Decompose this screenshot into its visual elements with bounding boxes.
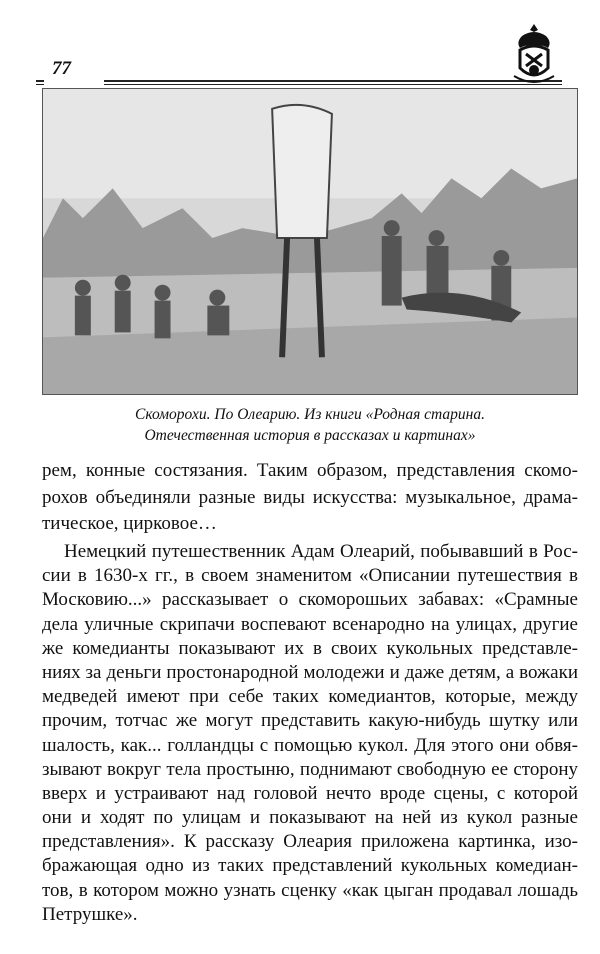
paragraph-1	[42, 458, 578, 538]
page-number: 77	[52, 58, 71, 79]
illustration-caption	[42, 404, 578, 446]
text-line: прочим, тотчас же могут представить какую-нибудь шутку или	[42, 710, 578, 732]
engraving-illustration	[42, 88, 578, 395]
caption-line: Скоморохи. По Олеарию. Из книги «Родная старина.	[135, 406, 485, 423]
text-line: представления». К рассказу Олеария приложена картинка, изо-	[42, 831, 578, 853]
text-line: Петрушке».	[42, 903, 138, 925]
header-rule	[36, 80, 562, 82]
text-line: сии в 1630-х гг., в своем знаменитом «Описании путешествия в	[42, 565, 578, 587]
text-line: дела уличные скрипачи воспевают всенародно на улицах, другие	[42, 613, 578, 635]
text-line: рем, конные состязания. Таким образом, представления скомо-	[42, 460, 578, 481]
text-line: Немецкий путешественник Адам Олеарий, побывавший в Рос-	[64, 541, 578, 562]
text-line: тов, в котором можно узнать сценку «как цыган продавал лошадь	[42, 879, 578, 901]
text-line: Московию...» рассказывает о скоморошьих забавах: «Срамные	[42, 589, 578, 611]
paragraph-2	[42, 540, 578, 927]
text-line: зывают вокруг тела простыню, поднимают свободную ее сторону	[42, 758, 578, 780]
ornament-emblem-icon	[508, 22, 560, 86]
text-line: шалость, как... голландцы с помощью кукол. Для этого они обвя-	[42, 734, 578, 756]
text-line: же комедианты показывают их в своих кукольных представле-	[42, 637, 578, 659]
text-line: вверх и устраивают над головой нечто вроде сцены, с которой	[42, 782, 578, 804]
text-line: медведей имеют при себе таких комедиантов, которые, между	[42, 686, 578, 708]
text-line: тическое, цирковое…	[42, 513, 217, 534]
text-line: бражающая одно из таких представлений кукольных комедиан-	[42, 855, 578, 877]
caption-line: Отечественная история в рассказах и картинах»	[144, 427, 476, 444]
header-rule-thin	[36, 84, 562, 85]
text-line: ниях за деньги простонародной молодежи и даже детям, а вожаки	[42, 661, 578, 683]
text-line: рохов объединяли разные виды искусства: музыкальное, драма-	[42, 486, 578, 508]
text-line: они и ходят по улицам и показывают на ней из кукол разные	[42, 807, 578, 829]
